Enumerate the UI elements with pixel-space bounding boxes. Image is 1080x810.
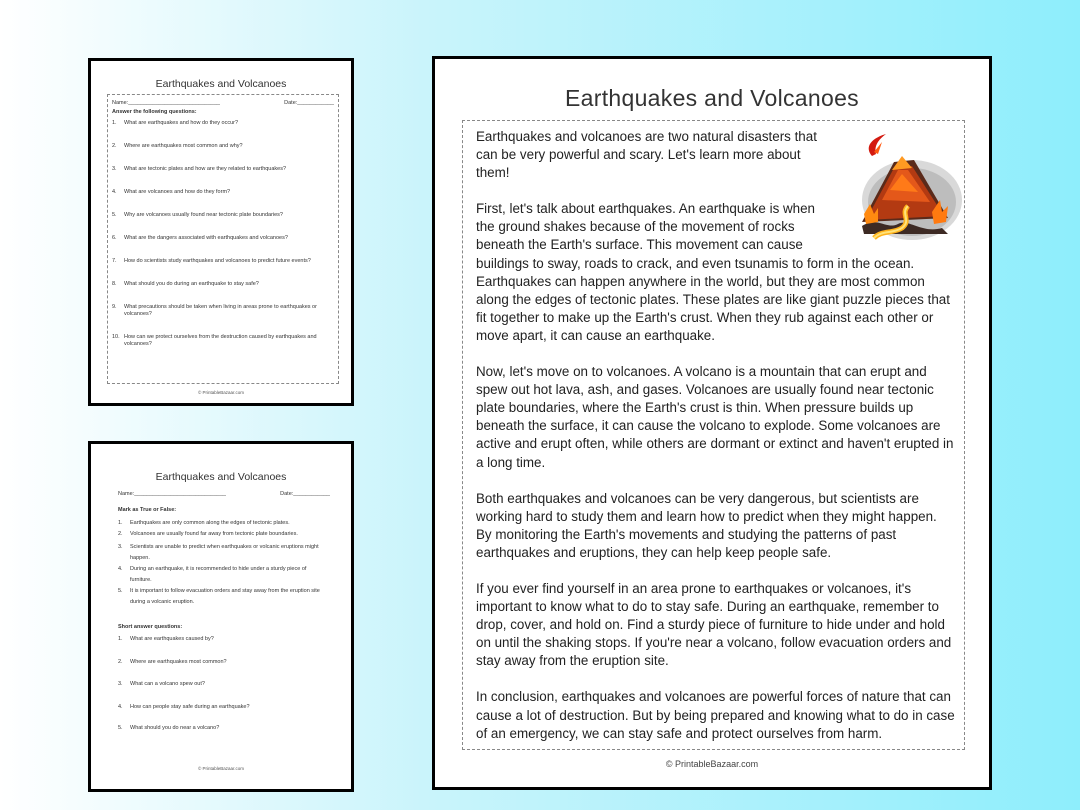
list-item: 3. Scientists are unable to predict when earthquakes or volcanic eruptions might happen. [118, 544, 319, 561]
date-label: Date:____________ [280, 491, 330, 497]
worksheet-questions-preview [88, 58, 354, 406]
paragraph-volcanoes: Now, let's move on to volcanoes. A volcano is a mountain that can erupt and spew out hot lava, ash, and gases. Volcanoes are usually found near tectonic plate boundaries, where the Earth's crust is thin. When pressure builds up beneath the surface, it can cause the volcano to explode. Some volcanoes are active and erupt often, while others are dormant or extinct and haven't erupted in a long time. [476, 364, 954, 470]
section-heading: Mark as True or False: [118, 507, 177, 513]
list-item: 3. What are tectonic plates and how are they related to earthquakes? [112, 166, 287, 172]
paragraph-intro: Earthquakes and volcanoes are two natural disasters that can be very powerful and scary. Let's learn more about them! [476, 129, 817, 181]
page-title: Earthquakes and Volcanoes [565, 85, 859, 111]
paragraph-conclusion: In conclusion, earthquakes and volcanoes are powerful forces of nature that can cause a lot of destruction. But by being prepared and knowing what to do in case of an emergency, we can stay safe and protect ourselves from harm. [476, 689, 955, 741]
name-date-row [112, 100, 334, 107]
name-date-row [118, 491, 330, 498]
list-item: 8. What should you do during an earthquake to stay safe? [112, 281, 259, 287]
worksheet-title: Earthquakes and Volcanoes [155, 78, 287, 90]
list-item: 2. Where are earthquakes most common and why? [112, 143, 243, 149]
list-item: 9. What precautions should be taken when living in areas prone to earthquakes or volcanoes? [112, 304, 317, 317]
reading-passage-page [432, 56, 992, 790]
date-label: Date:____________ [284, 100, 334, 106]
name-label: Name:______________________________ [118, 491, 226, 497]
list-item: 6. What are the dangers associated with earthquakes and volcanoes? [112, 235, 288, 241]
paragraph-earthquakes: First, let's talk about earthquakes. An earthquake is when the ground shakes because of the movement of rocks beneath the Earth's surface. This movement can cause buildings to sway, roads to crack, and even tsunamis to form in the ocean. Earthquakes can happen anywhere in the world, but they are most common along the edges of tectonic plates. These plates are like giant puzzle pieces that fit together to make up the Earth's crust. When they rub against each other or move apart, it can cause an earthquake. [476, 201, 950, 343]
list-item: 5. It is important to follow evacuation orders and stay away from the eruption site during a volcanic eruption. [118, 588, 320, 605]
list-item: 10. How can we protect ourselves from the destruction caused by earthquakes and volcanoes? [112, 334, 317, 347]
instructions: Answer the following questions: [112, 109, 197, 115]
list-item: 4. During an earthquake, it is recommended to hide under a sturdy piece of furniture. [118, 566, 307, 583]
list-item: 1. Earthquakes are only common along the edges of tectonic plates. [118, 520, 290, 526]
worksheet-title: Earthquakes and Volcanoes [155, 471, 287, 483]
worksheet-footer: © PrintableBazaar.com [197, 766, 245, 771]
list-item: 4. How can people stay safe during an earthquake? [118, 704, 250, 710]
name-label: Name:______________________________ [112, 100, 220, 106]
list-item: 2. Volcanoes are usually found far away from tectonic plate boundaries. [118, 531, 298, 537]
section-heading: Short answer questions: [118, 624, 183, 630]
list-item: 4. What are volcanoes and how do they form? [112, 189, 231, 195]
worksheet-true-false-preview [88, 441, 354, 792]
list-item: 1. What are earthquakes and how do they occur? [112, 120, 239, 126]
list-item: 1. What are earthquakes caused by? [118, 636, 214, 642]
worksheet-content-box [107, 94, 339, 384]
paragraph-dangers: Both earthquakes and volcanoes can be very dangerous, but scientists are working hard to study them and learn how to predict when they might happen. By monitoring the Earth's movements and studying the patterns of past earthquakes and eruptions, they can help keep people safe. [476, 490, 937, 560]
reading-passage-box [462, 120, 965, 750]
page-footer: © PrintableBazaar.com [665, 759, 759, 769]
list-item: 5. What should you do near a volcano? [118, 725, 220, 731]
volcano-illustration-icon [852, 130, 962, 242]
list-item: 7. How do scientists study earthquakes and volcanoes to predict future events? [112, 258, 311, 264]
paragraph-safety: If you ever find yourself in an area prone to earthquakes or volcanoes, it's important to know what to do to stay safe. During an earthquake, remember to drop, cover, and hold on. Find a sturdy piece of furniture to hide under and hold on until the shaking stops. If you're near a volcano, follow evacuation orders and stay away from the eruption site. [476, 580, 952, 669]
worksheet-footer: © PrintableBazaar.com [197, 390, 245, 395]
reading-text [476, 128, 956, 743]
list-item: 2. Where are earthquakes most common? [118, 659, 227, 665]
worksheet-content-box [114, 484, 334, 786]
list-item: 5. Why are volcanoes usually found near tectonic plate boundaries? [112, 212, 283, 218]
list-item: 3. What can a volcano spew out? [118, 681, 205, 687]
